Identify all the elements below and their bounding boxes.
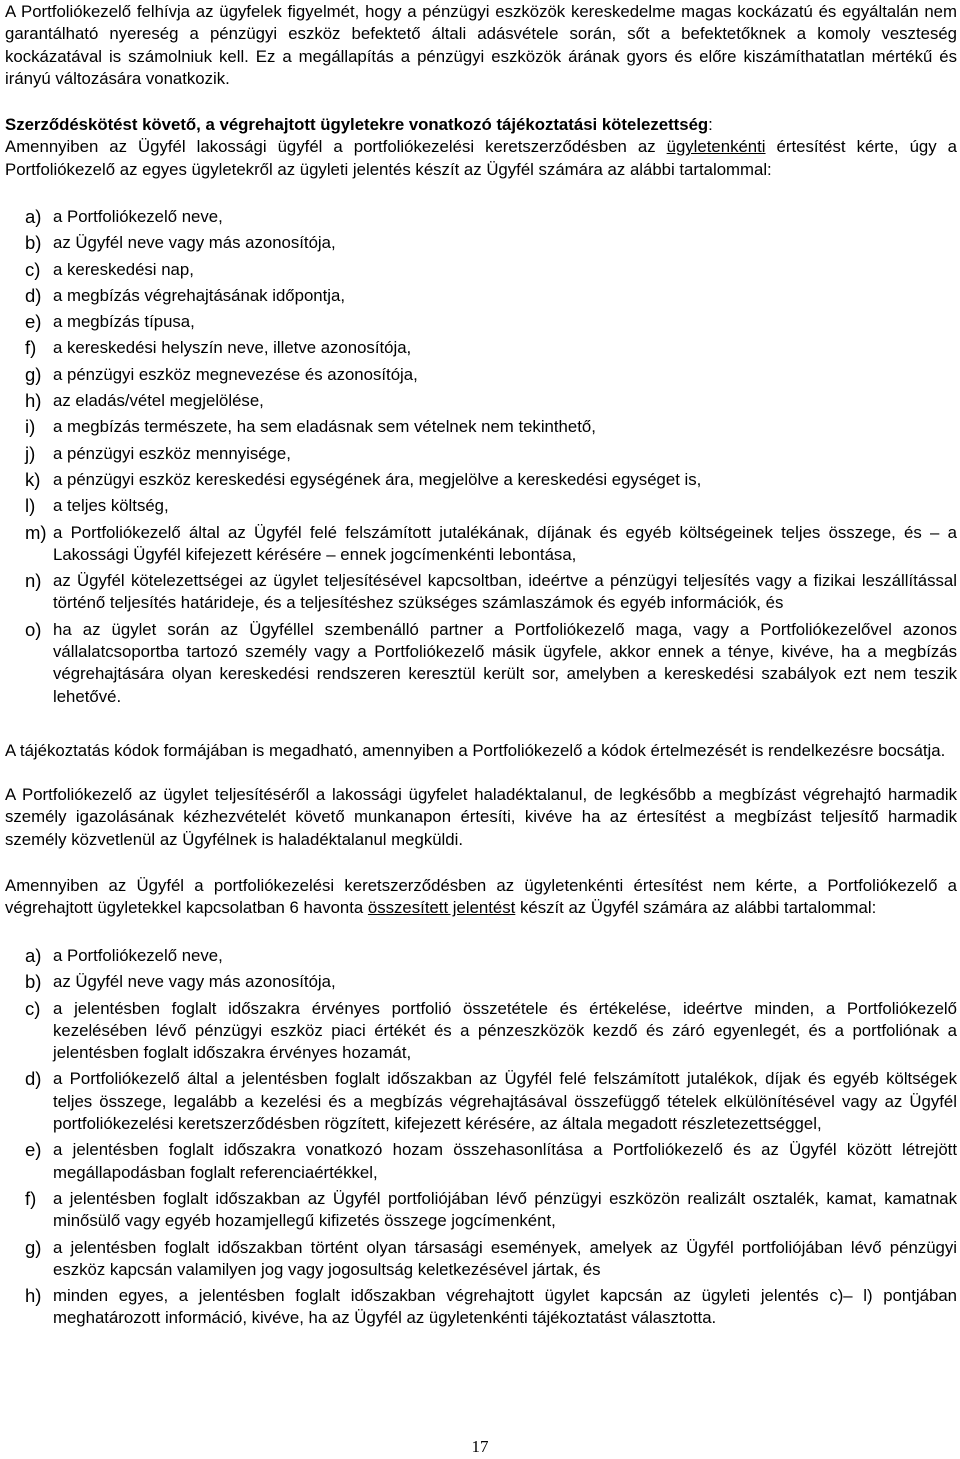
codes-paragraph: A tájékoztatás kódok formájában is megadható, amennyiben a Portfoliókezelő a kódok értelmezését is rendelkezésre bocsátja. xyxy=(5,741,946,760)
list-marker: n) xyxy=(25,570,42,592)
list-marker: e) xyxy=(25,1139,42,1161)
list-item xyxy=(5,1188,957,1233)
list-text: a megbízás végrehajtásának időpontja, xyxy=(53,285,346,305)
list-item xyxy=(5,337,957,359)
list-text: a kereskedési nap, xyxy=(53,259,194,279)
list-text: a Portfoliókezelő által a jelentésben foglalt időszakban az Ügyfél felé felszámított jutalékok, díjak és egyéb költségek teljes összege, legalább a kezelési és a megbízás végrehajtásával összefüggő tételek elkülönítésével vagy az Ügyfél portfoliókezelési keretszerződésben rögzített, kifejezett kérésére, az általa megadott részletezettséggel, xyxy=(53,1069,957,1134)
list-item xyxy=(5,443,957,465)
list-marker: a) xyxy=(25,945,42,966)
list-item xyxy=(5,206,957,228)
section1-heading-colon: : xyxy=(708,115,713,134)
list-marker: c) xyxy=(25,258,41,280)
list-item xyxy=(5,522,957,567)
list-text: a Portfoliókezelő neve, xyxy=(53,207,223,226)
list-item xyxy=(5,390,957,412)
section1-body-after: értesítést kérte, úgy a Portfoliókezelő az egyes ügyletekről az ügyleti jelentés készít az Ügyfél számára az alábbi tartalommal: xyxy=(5,137,957,179)
list-item xyxy=(5,259,957,281)
list-marker: j) xyxy=(25,442,36,464)
list-text: a pénzügyi eszköz mennyisége, xyxy=(53,443,291,463)
list-marker: i) xyxy=(25,416,36,438)
confirmation-paragraph: A Portfoliókezelő az ügylet teljesítéséről a lakossági ügyfelet haladéktalanul, de legkésőbb a megbízást végrehajtó harmadik személy igazolásának kézhezvételét követő munkanapon értesíti, kivéve ha az értesítést a megbízást teljesítő harmadik személy közvetlenül az Ügyfélnek is haladéktalanul megküldi. xyxy=(5,785,957,849)
list-marker: m) xyxy=(25,521,47,543)
list-marker: c) xyxy=(25,997,41,1019)
list-item xyxy=(5,1237,957,1282)
list-marker: o) xyxy=(25,618,42,640)
list-text: ha az ügylet során az Ügyféllel szembenálló partner a Portfoliókezelő maga, vagy a Portfoliókezelővel azonos vállalatcsoportba tartozó személy vagy a Portfoliókezelő másik ügyfele, akkor ennek a ténye, kivéve, ha a megbízás végrehajtására olyan kereskedési rendszeren keresztül került sor, amelyben a kereskedési szabályok ezt nem teszik lehetővé. xyxy=(53,619,957,706)
section1-list xyxy=(5,206,957,712)
section2-body-underlined: összesített jelentést xyxy=(367,898,516,918)
list-text: a pénzügyi eszköz kereskedési egységének ára, megjelölve a kereskedési egységet is, xyxy=(53,469,702,489)
list-text: minden egyes, a jelentésben foglalt időszakban végrehajtott ügylet kapcsán az ügyleti jelentés c)– l) pontjában meghatározott információ, kivéve, ha az Ügyfél az ügyletenkénti tájékoztatást választotta. xyxy=(53,1286,957,1328)
list-item xyxy=(5,1285,957,1330)
list-text: a teljes költség, xyxy=(53,496,169,516)
list-text: a jelentésben foglalt időszakra vonatkozó hozam összehasonlítása a Portfoliókezelő és az Ügyfél között létrejött megállapodásban foglalt referenciaértékkel, xyxy=(53,1140,957,1182)
intro-paragraph: A Portfoliókezelő felhívja az ügyfelek figyelmét, hogy a pénzügyi eszközök kereskedelme magas kockázatú és egyáltalán nem garantálható nyereség a pénzügyi eszköz befektető általi adásvétele során, sőt a befektetőknek a komoly veszteség kockázatával is számolniuk kell. Ez a megállapítás a pénzügyi eszközök árának gyors és előre kiszámíthatatlan mértékű és irányú változására vonatkozik. xyxy=(5,2,957,88)
section1-heading: Szerződéskötést követő, a végrehajtott ügyletekre vonatkozó tájékoztatási kötelezettség xyxy=(5,115,709,134)
list-item xyxy=(5,1068,957,1135)
list-marker: g) xyxy=(25,1236,42,1258)
section1-paragraph xyxy=(5,114,957,181)
list-text: a jelentésben foglalt időszakban történt olyan társasági események, amelyek az Ügyfél portfoliójában lévő pénzügyi eszköz kapcsán valamilyen jog vagy jogosultság keletkezésével jártak, és xyxy=(53,1237,957,1279)
section2-list xyxy=(5,945,957,1334)
list-text: a pénzügyi eszköz megnevezése és azonosítója, xyxy=(53,364,418,384)
list-text: a Portfoliókezelő által az Ügyfél felé felszámított jutalékának, díjának és egyéb költségeinek teljes összege, és – a Lakossági Ügyfél kifejezett kérésére – ennek jogcímenkénti lebontása, xyxy=(53,522,957,564)
list-text: a jelentésben foglalt időszakra érvényes portfolió összetétele és értékelése, ideértve minden, a Portfoliókezelő kezelésében lévő pénzügyi eszköz piaci értékét és a pénzeszközök kezdő és záró egyenlegét, és a portfoliónak a jelentésben foglalt időszakra érvényes hozamát, xyxy=(53,998,957,1063)
list-marker: f) xyxy=(25,1187,37,1209)
list-text: a megbízás típusa, xyxy=(53,312,195,332)
list-marker: h) xyxy=(25,1285,42,1307)
list-item xyxy=(5,495,957,517)
list-item xyxy=(5,311,957,333)
list-item xyxy=(5,416,957,438)
page-number: 17 xyxy=(471,1437,489,1456)
section2-body-before: Amennyiben az Ügyfél a portfoliókezelési keretszerződésben az ügyletenkénti értesítést nem kérte, a Portfoliókezelő a végrehajtott ügyletekkel kapcsolatban 6 havonta xyxy=(5,876,957,918)
list-item xyxy=(5,469,957,491)
list-marker: l) xyxy=(25,495,36,517)
list-item xyxy=(5,570,957,615)
list-marker: g) xyxy=(25,363,42,385)
list-marker: d) xyxy=(25,284,42,306)
list-item xyxy=(5,232,957,254)
list-marker: h) xyxy=(25,390,42,412)
list-text: a megbízás természete, ha sem eladásnak sem vételnek nem tekinthető, xyxy=(53,417,596,437)
list-text: az Ügyfél neve vagy más azonosítója, xyxy=(53,972,336,992)
section1-body-before: Amennyiben az Ügyfél lakossági ügyfél a portfoliókezelési keretszerződésben az xyxy=(5,137,656,157)
list-text: az Ügyfél kötelezettségei az ügylet teljesítésével kapcsoltban, ideértve a pénzügyi teljesítés vagy a fizikai leszállítással történő teljesítés határideje, és a teljesítéshez szükséges számlaszámok és egyéb információk, és xyxy=(53,571,957,613)
list-item xyxy=(5,998,957,1065)
list-text: a jelentésben foglalt időszakban az Ügyfél portfoliójában lévő pénzügyi eszközön realizált osztalék, kamat, kamatnak minősülő vagy egyéb hozamjellegű kifizetés összege jogcímenként, xyxy=(53,1188,957,1231)
list-text: az eladás/vétel megjelölése, xyxy=(53,391,264,411)
section2-body-after: készít az Ügyfél számára az alábbi tartalommal: xyxy=(519,898,877,918)
section2-paragraph xyxy=(5,875,957,920)
list-marker: b) xyxy=(25,232,42,254)
list-item xyxy=(5,364,957,386)
list-text: az Ügyfél neve vagy más azonosítója, xyxy=(53,233,336,253)
list-marker: f) xyxy=(25,337,37,359)
list-text: a kereskedési helyszín neve, illetve azonosítója, xyxy=(53,338,412,358)
list-item xyxy=(5,971,957,993)
list-item xyxy=(5,1139,957,1184)
list-text: a Portfoliókezelő neve, xyxy=(53,946,223,965)
list-marker: a) xyxy=(25,206,42,227)
list-item xyxy=(5,619,957,708)
list-item xyxy=(5,945,957,967)
section1-body-underlined: ügyletenkénti xyxy=(666,137,766,157)
list-item xyxy=(5,285,957,307)
list-marker: e) xyxy=(25,311,42,333)
list-marker: k) xyxy=(25,468,41,490)
list-marker: d) xyxy=(25,1068,42,1090)
list-marker: b) xyxy=(25,971,42,993)
